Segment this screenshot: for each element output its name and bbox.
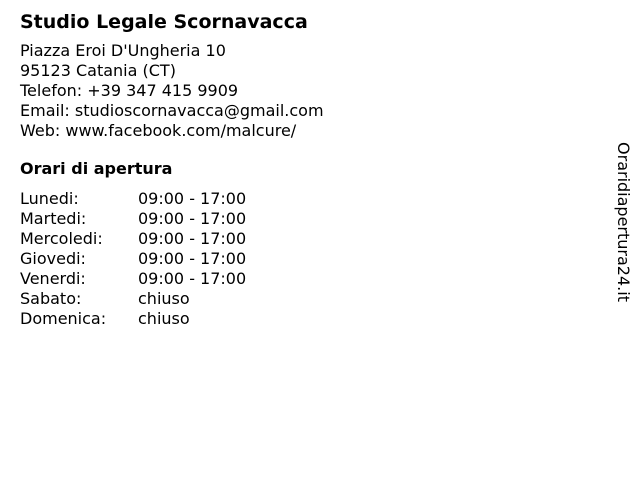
hours-row-tuesday (20, 209, 580, 229)
site-watermark: Oraridiapertura24.it (614, 142, 633, 302)
hours-day-label: Sabato: (20, 289, 82, 308)
address-line-2: 95123 Catania (CT) (20, 61, 176, 80)
hours-day-label: Giovedi: (20, 249, 86, 268)
hours-day-label: Venerdi: (20, 269, 86, 288)
hours-row-wednesday (20, 229, 580, 249)
hours-time-value: 09:00 - 17:00 (138, 229, 247, 248)
web-line: Web: www.facebook.com/malcure/ (20, 121, 297, 140)
phone-line: Telefon: +39 347 415 9909 (20, 81, 239, 100)
address-line-1: Piazza Eroi D'Ungheria 10 (20, 41, 226, 60)
hours-day-label: Martedi: (20, 209, 87, 228)
hours-time-value: 09:00 - 17:00 (138, 209, 247, 228)
hours-time-value: 09:00 - 17:00 (138, 249, 247, 268)
business-name: Studio Legale Scornavacca (20, 11, 308, 33)
hours-day-label: Mercoledi: (20, 229, 103, 248)
hours-time-value: 09:00 - 17:00 (138, 189, 247, 208)
hours-row-saturday (20, 289, 580, 309)
hours-day-label: Domenica: (20, 309, 107, 328)
hours-row-monday (20, 189, 580, 209)
business-card (20, 10, 580, 329)
hours-day-label: Lunedi: (20, 189, 79, 208)
hours-time-value: 09:00 - 17:00 (138, 269, 247, 288)
hours-row-thursday (20, 249, 580, 269)
hours-row-friday (20, 269, 580, 289)
hours-row-sunday (20, 309, 580, 329)
email-line: Email: studioscornavacca@gmail.com (20, 101, 324, 120)
opening-hours-heading: Orari di apertura (20, 159, 173, 178)
hours-time-value: chiuso (138, 289, 190, 308)
hours-time-value: chiuso (138, 309, 190, 328)
